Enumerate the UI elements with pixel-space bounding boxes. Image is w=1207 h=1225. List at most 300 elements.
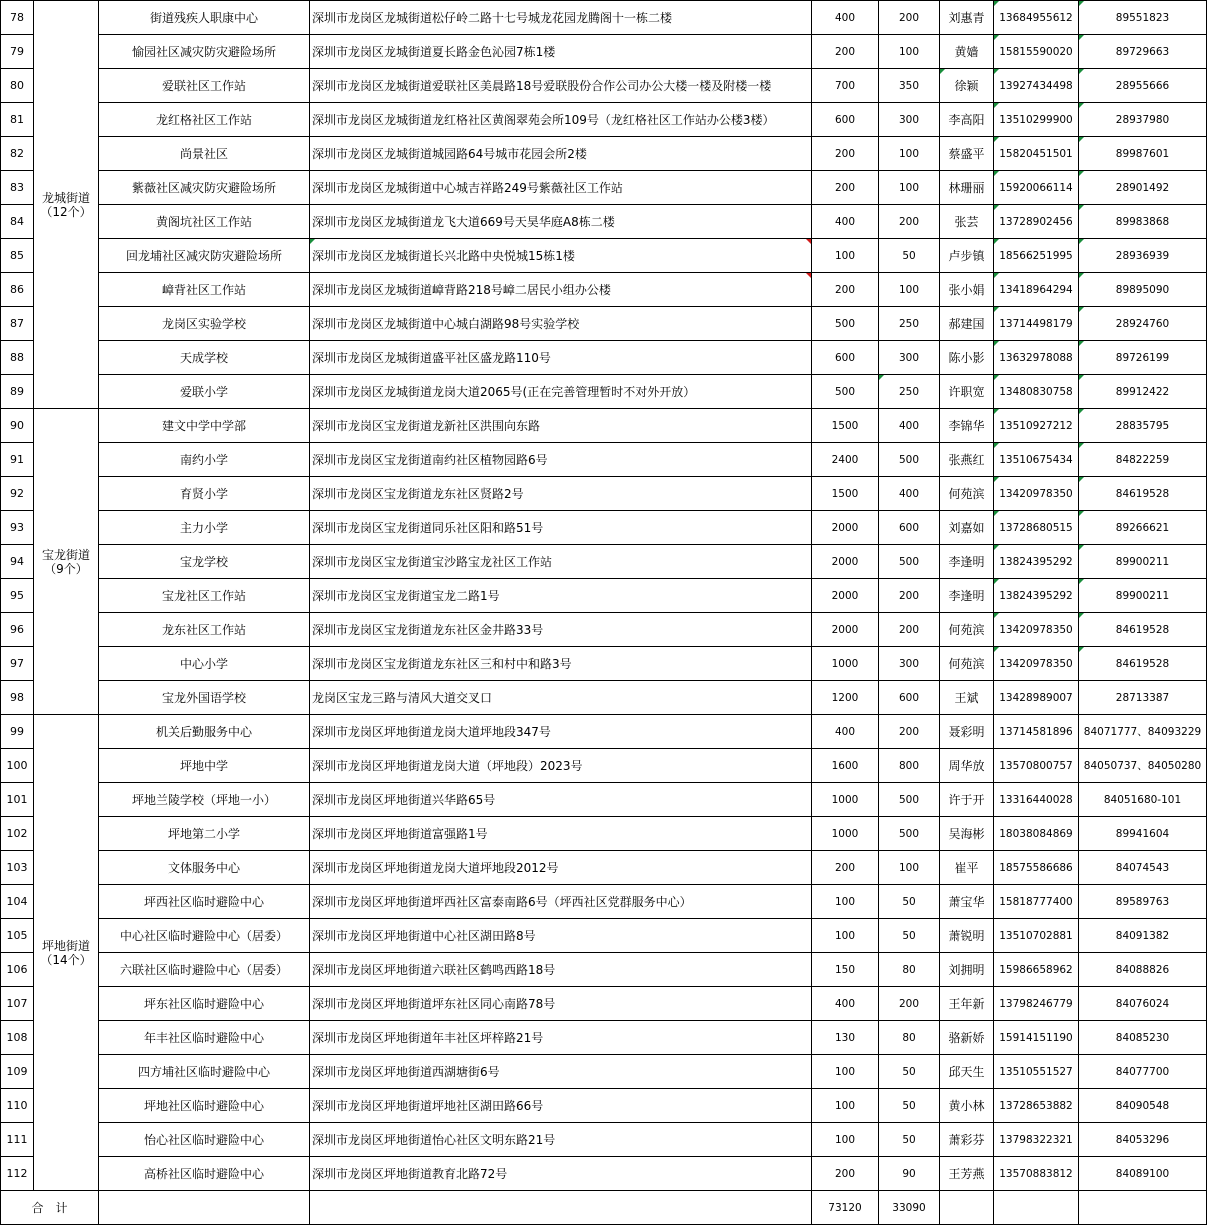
- phone-cell: 84090548: [1079, 1089, 1207, 1123]
- row-number: 103: [1, 851, 34, 885]
- table-row: [1, 953, 1207, 987]
- mobile-cell: 13798246779: [994, 987, 1079, 1021]
- mobile-cell: 15820451501: [994, 137, 1079, 171]
- phone-cell: 84050737、84050280: [1079, 749, 1207, 783]
- row-number: 85: [1, 239, 34, 273]
- row-number: 101: [1, 783, 34, 817]
- area-cell: 50: [879, 1123, 940, 1157]
- contact-name: 张芸: [940, 205, 994, 239]
- contact-name: 刘嘉如: [940, 511, 994, 545]
- phone-cell: 84822259: [1079, 443, 1207, 477]
- phone-cell: 84071777、84093229: [1079, 715, 1207, 749]
- shelter-address: 深圳市龙岗区坪地街道兴华路65号: [310, 783, 812, 817]
- shelter-address: 深圳市龙岗区龙城街道中心城白湖路98号实验学校: [310, 307, 812, 341]
- total-area: 33090: [879, 1191, 940, 1225]
- shelter-name: 四方埔社区临时避险中心: [99, 1055, 310, 1089]
- shelter-address: 深圳市龙岗区坪地街道坪东社区同心南路78号: [310, 987, 812, 1021]
- capacity-cell: 1000: [812, 783, 879, 817]
- shelter-name: 坪西社区临时避险中心: [99, 885, 310, 919]
- capacity-cell: 700: [812, 69, 879, 103]
- area-cell: 50: [879, 1089, 940, 1123]
- mobile-cell: 13480830758: [994, 375, 1079, 409]
- contact-name: 李逢明: [940, 545, 994, 579]
- shelter-address: 深圳市龙岗区宝龙街道龙东社区贤路2号: [310, 477, 812, 511]
- phone-cell: 84091382: [1079, 919, 1207, 953]
- district-cell-pingdi: [34, 715, 99, 1191]
- row-number: 102: [1, 817, 34, 851]
- shelter-address: 深圳市龙岗区龙城街道长兴北路中央悦城15栋1楼: [310, 239, 812, 273]
- shelter-address: 深圳市龙岗区龙城街道龙飞大道669号天昊华庭A8栋二楼: [310, 205, 812, 239]
- empty-cell: [994, 1191, 1079, 1225]
- empty-cell: [1079, 1191, 1207, 1225]
- capacity-cell: 100: [812, 919, 879, 953]
- shelter-name: 怡心社区临时避险中心: [99, 1123, 310, 1157]
- row-number: 88: [1, 341, 34, 375]
- table-row: [1, 817, 1207, 851]
- row-number: 112: [1, 1157, 34, 1191]
- shelter-name: 天成学校: [99, 341, 310, 375]
- row-number: 92: [1, 477, 34, 511]
- district-count: （9个）: [44, 561, 88, 576]
- capacity-cell: 400: [812, 715, 879, 749]
- phone-cell: 89983868: [1079, 205, 1207, 239]
- shelter-name: 主力小学: [99, 511, 310, 545]
- area-cell: 350: [879, 69, 940, 103]
- contact-name: 陈小影: [940, 341, 994, 375]
- mobile-cell: 13510702881: [994, 919, 1079, 953]
- mobile-cell: 13418964294: [994, 273, 1079, 307]
- area-cell: 300: [879, 341, 940, 375]
- area-cell: 400: [879, 477, 940, 511]
- area-cell: 50: [879, 919, 940, 953]
- shelter-name: 龙红格社区工作站: [99, 103, 310, 137]
- table-row: [1, 987, 1207, 1021]
- table-row: [1, 715, 1207, 749]
- phone-cell: 89266621: [1079, 511, 1207, 545]
- shelter-address: 深圳市龙岗区坪地街道龙岗大道坪地段347号: [310, 715, 812, 749]
- table-row: [1, 307, 1207, 341]
- table-row: [1, 1157, 1207, 1191]
- table-row: [1, 1089, 1207, 1123]
- shelter-name: 龙东社区工作站: [99, 613, 310, 647]
- shelter-name: 黄阁坑社区工作站: [99, 205, 310, 239]
- phone-cell: 28835795: [1079, 409, 1207, 443]
- table-row: [1, 171, 1207, 205]
- contact-name: 萧彩芬: [940, 1123, 994, 1157]
- mobile-cell: 13824395292: [994, 579, 1079, 613]
- phone-cell: 89726199: [1079, 341, 1207, 375]
- mobile-cell: 15920066114: [994, 171, 1079, 205]
- shelter-name: 年丰社区临时避险中心: [99, 1021, 310, 1055]
- row-number: 109: [1, 1055, 34, 1089]
- capacity-cell: 2000: [812, 545, 879, 579]
- shelter-address: 龙岗区宝龙三路与清风大道交叉口: [310, 681, 812, 715]
- capacity-cell: 100: [812, 1055, 879, 1089]
- shelter-address: 深圳市龙岗区宝龙街道龙东社区三和村中和路3号: [310, 647, 812, 681]
- table-row: [1, 1021, 1207, 1055]
- row-number: 98: [1, 681, 34, 715]
- contact-name: 徐颖: [940, 69, 994, 103]
- shelter-address: 深圳市龙岗区坪地街道六联社区鹤鸣西路18号: [310, 953, 812, 987]
- row-number: 110: [1, 1089, 34, 1123]
- district-count: （14个）: [40, 952, 92, 967]
- contact-name: 王芳燕: [940, 1157, 994, 1191]
- area-cell: 100: [879, 137, 940, 171]
- shelter-name: 紫薇社区减灾防灾避险场所: [99, 171, 310, 205]
- capacity-cell: 1000: [812, 817, 879, 851]
- table-row: [1, 749, 1207, 783]
- row-number: 87: [1, 307, 34, 341]
- area-cell: 200: [879, 205, 940, 239]
- shelter-name: 尚景社区: [99, 137, 310, 171]
- table-row: [1, 375, 1207, 409]
- contact-name: 林珊丽: [940, 171, 994, 205]
- contact-name: 刘拥明: [940, 953, 994, 987]
- shelter-address: 深圳市龙岗区坪地街道教育北路72号: [310, 1157, 812, 1191]
- table-row: [1, 239, 1207, 273]
- row-number: 80: [1, 69, 34, 103]
- shelter-name: 宝龙社区工作站: [99, 579, 310, 613]
- phone-cell: 89729663: [1079, 35, 1207, 69]
- mobile-cell: 13510551527: [994, 1055, 1079, 1089]
- mobile-cell: 18566251995: [994, 239, 1079, 273]
- contact-name: 周华放: [940, 749, 994, 783]
- totals-row: [1, 1191, 1207, 1225]
- table-row: [1, 647, 1207, 681]
- phone-cell: 84053296: [1079, 1123, 1207, 1157]
- shelter-name: 高桥社区临时避险中心: [99, 1157, 310, 1191]
- contact-name: 王斌: [940, 681, 994, 715]
- mobile-cell: 15818777400: [994, 885, 1079, 919]
- phone-cell: 28955666: [1079, 69, 1207, 103]
- area-cell: 100: [879, 35, 940, 69]
- table-row: [1, 409, 1207, 443]
- area-cell: 600: [879, 511, 940, 545]
- district-label: 宝龙街道: [41, 547, 90, 562]
- mobile-cell: 13632978088: [994, 341, 1079, 375]
- contact-name: 萧宝华: [940, 885, 994, 919]
- shelter-name: 育贤小学: [99, 477, 310, 511]
- mobile-cell: 13510299900: [994, 103, 1079, 137]
- shelter-name: 街道残疾人职康中心: [99, 1, 310, 35]
- phone-cell: 89912422: [1079, 375, 1207, 409]
- mobile-cell: 13420978350: [994, 477, 1079, 511]
- phone-cell: 84074543: [1079, 851, 1207, 885]
- row-number: 78: [1, 1, 34, 35]
- table-row: [1, 885, 1207, 919]
- capacity-cell: 1500: [812, 477, 879, 511]
- area-cell: 200: [879, 1, 940, 35]
- phone-cell: 84619528: [1079, 647, 1207, 681]
- area-cell: 200: [879, 613, 940, 647]
- contact-name: 邱天生: [940, 1055, 994, 1089]
- shelter-address: 深圳市龙岗区坪地街道坪地社区湖田路66号: [310, 1089, 812, 1123]
- table-row: [1, 579, 1207, 613]
- contact-name: 蔡盛平: [940, 137, 994, 171]
- phone-cell: 89551823: [1079, 1, 1207, 35]
- row-number: 111: [1, 1123, 34, 1157]
- area-cell: 50: [879, 885, 940, 919]
- contact-name: 许于开: [940, 783, 994, 817]
- shelter-address: 深圳市龙岗区龙城街道城园路64号城市花园会所2楼: [310, 137, 812, 171]
- phone-cell: 89900211: [1079, 545, 1207, 579]
- mobile-cell: 18038084869: [994, 817, 1079, 851]
- phone-cell: 84051680-101: [1079, 783, 1207, 817]
- phone-cell: 28937980: [1079, 103, 1207, 137]
- phone-cell: 84085230: [1079, 1021, 1207, 1055]
- district-cell-longcheng: [34, 1, 99, 409]
- shelter-name: 坪地兰陵学校（坪地一小）: [99, 783, 310, 817]
- shelter-name: 爱联社区工作站: [99, 69, 310, 103]
- area-cell: 800: [879, 749, 940, 783]
- row-number: 86: [1, 273, 34, 307]
- row-number: 106: [1, 953, 34, 987]
- table-row: [1, 205, 1207, 239]
- shelter-name: 爱联小学: [99, 375, 310, 409]
- row-number: 108: [1, 1021, 34, 1055]
- empty-cell: [310, 1191, 812, 1225]
- contact-name: 黄小林: [940, 1089, 994, 1123]
- row-number: 82: [1, 137, 34, 171]
- phone-cell: 84077700: [1079, 1055, 1207, 1089]
- area-cell: 500: [879, 783, 940, 817]
- row-number: 97: [1, 647, 34, 681]
- phone-cell: 84088826: [1079, 953, 1207, 987]
- table-row: [1, 1055, 1207, 1089]
- shelter-address: 深圳市龙岗区龙城街道爱联社区美晨路18号爱联股份合作公司办公大楼一楼及附楼一楼: [310, 69, 812, 103]
- table-row: [1, 511, 1207, 545]
- contact-name: 刘惠青: [940, 1, 994, 35]
- phone-cell: 89895090: [1079, 273, 1207, 307]
- area-cell: 100: [879, 851, 940, 885]
- phone-cell: 28936939: [1079, 239, 1207, 273]
- shelter-address: 深圳市龙岗区龙城街道龙岗大道2065号(正在完善管理暂时不对外开放）: [310, 375, 812, 409]
- table-row: [1, 919, 1207, 953]
- contact-name: 何苑滨: [940, 613, 994, 647]
- capacity-cell: 400: [812, 987, 879, 1021]
- mobile-cell: 13728902456: [994, 205, 1079, 239]
- phone-cell: 28713387: [1079, 681, 1207, 715]
- table-body: [1, 1, 1207, 1225]
- area-cell: 500: [879, 443, 940, 477]
- capacity-cell: 200: [812, 1157, 879, 1191]
- table-row: [1, 341, 1207, 375]
- mobile-cell: 13570800757: [994, 749, 1079, 783]
- area-cell: 50: [879, 239, 940, 273]
- area-cell: 100: [879, 171, 940, 205]
- shelter-address: 深圳市龙岗区坪地街道富强路1号: [310, 817, 812, 851]
- capacity-cell: 500: [812, 307, 879, 341]
- phone-cell: 84619528: [1079, 477, 1207, 511]
- capacity-cell: 1000: [812, 647, 879, 681]
- mobile-cell: 13824395292: [994, 545, 1079, 579]
- shelter-address: 深圳市龙岗区龙城街道盛平社区盛龙路110号: [310, 341, 812, 375]
- area-cell: 200: [879, 579, 940, 613]
- phone-cell: 89589763: [1079, 885, 1207, 919]
- row-number: 93: [1, 511, 34, 545]
- district-label: 坪地街道: [41, 938, 90, 953]
- shelter-address: 深圳市龙岗区宝龙街道南约社区植物园路6号: [310, 443, 812, 477]
- table-row: [1, 681, 1207, 715]
- capacity-cell: 100: [812, 1089, 879, 1123]
- table-row: [1, 137, 1207, 171]
- table-row: [1, 613, 1207, 647]
- shelter-address: 深圳市龙岗区宝龙街道宝龙二路1号: [310, 579, 812, 613]
- shelter-name: 回龙埔社区减灾防灾避险场所: [99, 239, 310, 273]
- shelter-name: 南约小学: [99, 443, 310, 477]
- shelter-name: 宝龙学校: [99, 545, 310, 579]
- area-cell: 100: [879, 273, 940, 307]
- mobile-cell: 15986658962: [994, 953, 1079, 987]
- totals-label: 合 计: [1, 1191, 99, 1225]
- table-row: [1, 477, 1207, 511]
- mobile-cell: 15914151190: [994, 1021, 1079, 1055]
- shelter-address: 深圳市龙岗区龙城街道松仔岭二路十七号城龙花园龙腾阁十一栋二楼: [310, 1, 812, 35]
- shelter-name: 中心小学: [99, 647, 310, 681]
- row-number: 83: [1, 171, 34, 205]
- phone-cell: 84089100: [1079, 1157, 1207, 1191]
- contact-name: 张燕红: [940, 443, 994, 477]
- shelter-name: 机关后勤服务中心: [99, 715, 310, 749]
- row-number: 79: [1, 35, 34, 69]
- table-row: [1, 545, 1207, 579]
- row-number: 104: [1, 885, 34, 919]
- capacity-cell: 150: [812, 953, 879, 987]
- contact-name: 许职宽: [940, 375, 994, 409]
- contact-name: 李逢明: [940, 579, 994, 613]
- capacity-cell: 100: [812, 1123, 879, 1157]
- phone-cell: 28924760: [1079, 307, 1207, 341]
- mobile-cell: 13798322321: [994, 1123, 1079, 1157]
- row-number: 84: [1, 205, 34, 239]
- table-row: [1, 783, 1207, 817]
- row-number: 107: [1, 987, 34, 1021]
- row-number: 96: [1, 613, 34, 647]
- shelter-address: 深圳市龙岗区龙城街道夏长路金色沁园7栋1楼: [310, 35, 812, 69]
- table-row: [1, 1, 1207, 35]
- capacity-cell: 2000: [812, 613, 879, 647]
- capacity-cell: 2400: [812, 443, 879, 477]
- row-number: 81: [1, 103, 34, 137]
- contact-name: 卢步镇: [940, 239, 994, 273]
- contact-name: 聂彩明: [940, 715, 994, 749]
- shelter-address: 深圳市龙岗区坪地街道怡心社区文明东路21号: [310, 1123, 812, 1157]
- capacity-cell: 200: [812, 137, 879, 171]
- shelter-address: 深圳市龙岗区坪地街道龙岗大道坪地段2012号: [310, 851, 812, 885]
- area-cell: 90: [879, 1157, 940, 1191]
- capacity-cell: 600: [812, 341, 879, 375]
- table-row: [1, 1123, 1207, 1157]
- capacity-cell: 200: [812, 171, 879, 205]
- area-cell: 400: [879, 409, 940, 443]
- shelter-address: 深圳市龙岗区龙城街道中心城吉祥路249号紫薇社区工作站: [310, 171, 812, 205]
- row-number: 91: [1, 443, 34, 477]
- contact-name: 李高阳: [940, 103, 994, 137]
- phone-cell: 84619528: [1079, 613, 1207, 647]
- total-capacity: 73120: [812, 1191, 879, 1225]
- mobile-cell: 13510927212: [994, 409, 1079, 443]
- capacity-cell: 1200: [812, 681, 879, 715]
- phone-cell: 89941604: [1079, 817, 1207, 851]
- empty-cell: [940, 1191, 994, 1225]
- capacity-cell: 400: [812, 1, 879, 35]
- table-row: [1, 273, 1207, 307]
- table-row: [1, 443, 1207, 477]
- mobile-cell: 13420978350: [994, 613, 1079, 647]
- district-count: （12个）: [40, 204, 92, 219]
- area-cell: 200: [879, 715, 940, 749]
- shelter-address: 深圳市龙岗区宝龙街道龙新社区洪围向东路: [310, 409, 812, 443]
- mobile-cell: 13428989007: [994, 681, 1079, 715]
- shelter-name: 坪东社区临时避险中心: [99, 987, 310, 1021]
- shelter-name: 中心社区临时避险中心（居委）: [99, 919, 310, 953]
- shelter-address: 深圳市龙岗区坪地街道坪西社区富泰南路6号（坪西社区党群服务中心）: [310, 885, 812, 919]
- contact-name: 张小娟: [940, 273, 994, 307]
- shelter-name: 坪地中学: [99, 749, 310, 783]
- capacity-cell: 100: [812, 239, 879, 273]
- shelter-name: 坪地社区临时避险中心: [99, 1089, 310, 1123]
- empty-cell: [99, 1191, 310, 1225]
- mobile-cell: 13510675434: [994, 443, 1079, 477]
- district-cell-baolong: [34, 409, 99, 715]
- row-number: 94: [1, 545, 34, 579]
- capacity-cell: 1600: [812, 749, 879, 783]
- shelter-name: 宝龙外国语学校: [99, 681, 310, 715]
- shelter-address: 深圳市龙岗区龙城街道龙红格社区黄阁翠苑会所109号（龙红格社区工作站办公楼3楼）: [310, 103, 812, 137]
- phone-cell: 28901492: [1079, 171, 1207, 205]
- shelter-name: 建文中学中学部: [99, 409, 310, 443]
- capacity-cell: 2000: [812, 511, 879, 545]
- mobile-cell: 13728653882: [994, 1089, 1079, 1123]
- mobile-cell: 13316440028: [994, 783, 1079, 817]
- shelter-address: 深圳市龙岗区宝龙街道宝沙路宝龙社区工作站: [310, 545, 812, 579]
- contact-name: 黄嫱: [940, 35, 994, 69]
- capacity-cell: 200: [812, 851, 879, 885]
- area-cell: 500: [879, 817, 940, 851]
- capacity-cell: 100: [812, 885, 879, 919]
- area-cell: 300: [879, 647, 940, 681]
- area-cell: 50: [879, 1055, 940, 1089]
- table-row: [1, 103, 1207, 137]
- table-row: [1, 69, 1207, 103]
- capacity-cell: 200: [812, 273, 879, 307]
- mobile-cell: 13714498179: [994, 307, 1079, 341]
- table-row: [1, 851, 1207, 885]
- shelter-address: 深圳市龙岗区宝龙街道同乐社区阳和路51号: [310, 511, 812, 545]
- mobile-cell: 18575586686: [994, 851, 1079, 885]
- contact-name: 何苑滨: [940, 647, 994, 681]
- shelter-address: 深圳市龙岗区坪地街道西湖塘街6号: [310, 1055, 812, 1089]
- area-cell: 250: [879, 307, 940, 341]
- shelter-name: 愉园社区减灾防灾避险场所: [99, 35, 310, 69]
- area-cell: 600: [879, 681, 940, 715]
- shelter-name: 文体服务中心: [99, 851, 310, 885]
- area-cell: 200: [879, 987, 940, 1021]
- mobile-cell: 13570883812: [994, 1157, 1079, 1191]
- shelter-name: 坪地第二小学: [99, 817, 310, 851]
- contact-name: 王年新: [940, 987, 994, 1021]
- shelter-address: 深圳市龙岗区坪地街道中心社区湖田路8号: [310, 919, 812, 953]
- contact-name: 崔平: [940, 851, 994, 885]
- area-cell: 80: [879, 953, 940, 987]
- row-number: 99: [1, 715, 34, 749]
- mobile-cell: 13684955612: [994, 1, 1079, 35]
- capacity-cell: 200: [812, 35, 879, 69]
- mobile-cell: 13728680515: [994, 511, 1079, 545]
- shelter-name: 龙岗区实验学校: [99, 307, 310, 341]
- capacity-cell: 1500: [812, 409, 879, 443]
- capacity-cell: 500: [812, 375, 879, 409]
